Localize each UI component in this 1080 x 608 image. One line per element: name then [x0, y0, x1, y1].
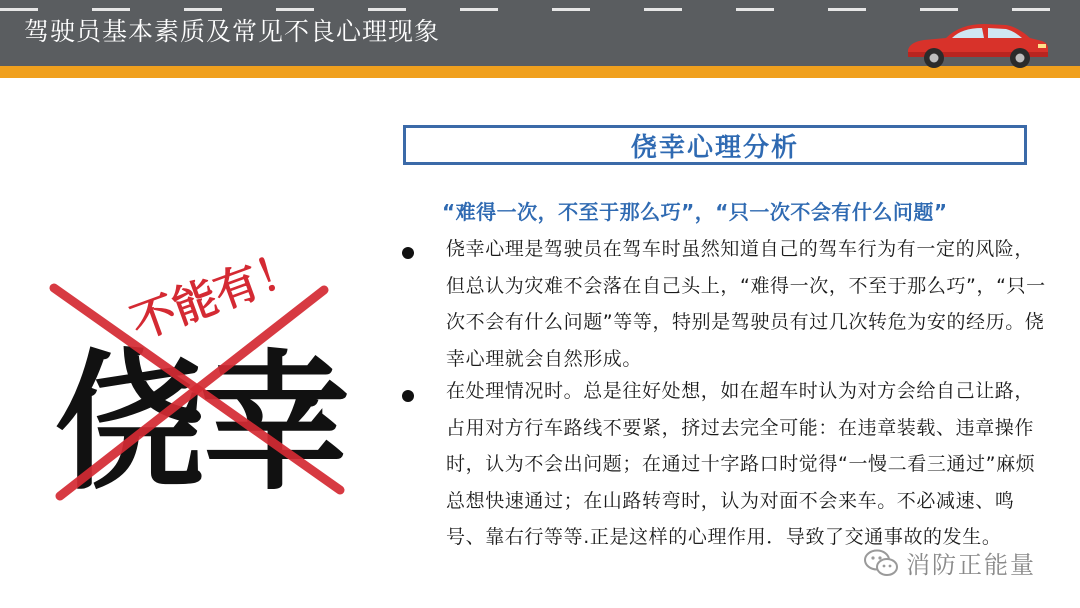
calligraphy-text: 侥幸	[55, 335, 345, 510]
section-title-box	[403, 125, 1027, 165]
bullet-icon	[402, 247, 414, 259]
bullet-icon	[402, 390, 414, 402]
wechat-icon	[864, 549, 898, 577]
watermark	[864, 545, 1036, 580]
warning-text: 不能有！	[124, 241, 308, 350]
paragraph-2: 在处理情况时。总是往好处想，如在超车时认为对方会给自己让路，占用对方行车路线不要紧，挤过去完全可能：在违章装载、违章操作时，认为不会出问题；在通过十字路口时觉得“一慢二看三通过”麻烦 总想快速通过；在山路转弯时，认为对面不会来车。不必减速、鸣号、靠右行等等.正是这样的心理作用．导致了交通事故的发生。	[446, 380, 1036, 548]
section-title: 侥幸心理分析	[630, 132, 799, 163]
highlight-quote: “难得一次，不至于那么巧”，“只一次不会有什么问题”	[442, 200, 948, 224]
car-icon	[902, 18, 1052, 70]
paragraph-1: 侥幸心理是驾驶员在驾车时虽然知道自己的驾车行为有一定的风险，但总认为灾难不会落在自己头上，“难得一次，不至于那么巧”，“只一次不会有什么问题”等等，特别是驾驶员有过几次转危为安的经历。侥幸心理就会自然形成。	[446, 238, 1046, 370]
page-title: 驾驶员基本素质及常见不良心理现象	[24, 17, 441, 46]
road-lane-marking	[0, 8, 1080, 11]
no-luck-graphic	[40, 240, 370, 510]
watermark-text: 消防正能量	[906, 551, 1036, 579]
